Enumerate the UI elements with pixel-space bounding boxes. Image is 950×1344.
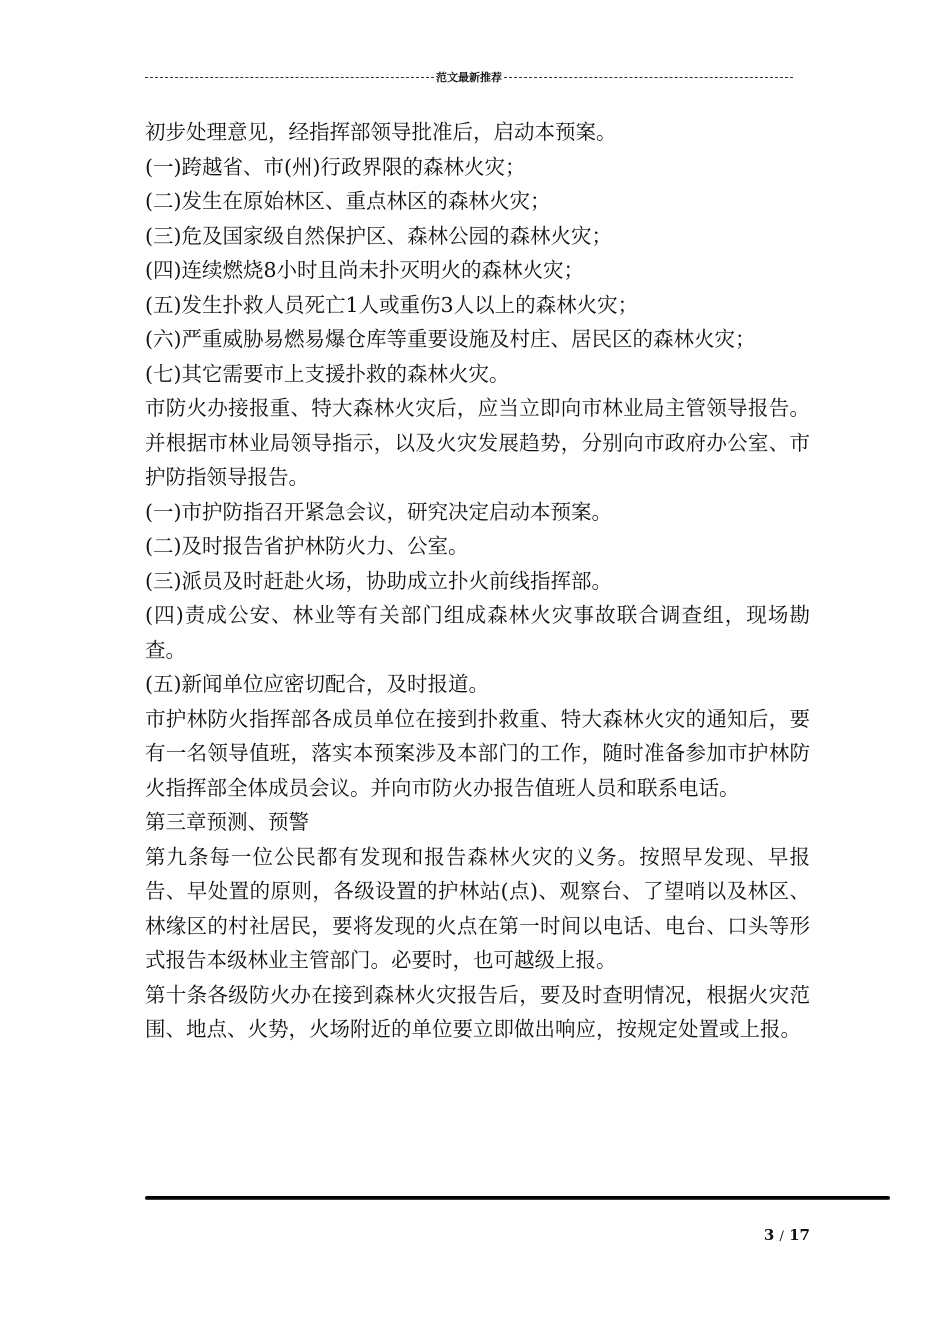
paragraph: (四)连续燃烧8小时且尚未扑灭明火的森林火灾； [145, 258, 585, 282]
paragraph: (二)及时报告省护林防火力、公室。 [145, 534, 469, 558]
paragraph: (三)派员及时赶赴火场，协助成立扑火前线指挥部。 [145, 568, 612, 593]
paragraph: (三)危及国家级自然保护区、森林公园的森林火灾； [145, 223, 612, 248]
paragraph: 第九条每一位公民都有发现和报告森林火灾的义务。按照早发现、早报告、早处置的原则，各级设置的护林站(点)、观察台、了望哨以及林区、林缘区的村社居民，要将发现的火点在第一时间以电话、电台、口头等形式报告本级林业主管部门。必要时，也可越级上报。 [145, 844, 810, 972]
header-rule-right [504, 77, 793, 78]
paragraph: (一)跨越省、市(州)行政界限的森林火灾； [145, 154, 526, 179]
page-separator: / [779, 1229, 784, 1244]
paragraph: 初步处理意见，经指挥部领导批准后，启动本预案。 [145, 120, 617, 144]
total-pages: 17 [789, 1226, 810, 1244]
current-page: 3 [763, 1226, 775, 1244]
page-header [145, 68, 793, 86]
paragraph: (二)发生在原始林区、重点林区的森林火灾； [145, 189, 551, 213]
page-number [740, 1226, 810, 1244]
paragraph: (七)其它需要市上支援扑救的森林火灾。 [145, 361, 510, 386]
chapter-heading: 第三章预测、预警 [145, 810, 309, 834]
paragraph: (五)发生扑救人员死亡1人或重伤3人以上的森林火灾； [145, 292, 639, 317]
document-body [145, 115, 810, 1047]
footer-rule [145, 1196, 890, 1200]
paragraph: 市护林防火指挥部各成员单位在接到扑救重、特大森林火灾的通知后，要有一名领导值班，落实本预案涉及本部门的工作，随时准备参加市护林防火指挥部全体成员会议。并向市防火办报告值班人员和联系电话。 [145, 706, 810, 800]
paragraph: (五)新闻单位应密切配合，及时报道。 [145, 672, 489, 696]
header-rule-left [145, 77, 434, 78]
paragraph: (六)严重威胁易燃易爆仓库等重要设施及村庄、居民区的森林火灾； [145, 327, 756, 351]
paragraph: 市防火办接报重、特大森林火灾后，应当立即向市林业局主管领导报告。并根据市林业局领导指示，以及火灾发展趋势，分别向市政府办公室、市护防指领导报告。 [145, 396, 810, 489]
header-title: 范文最新推荐 [436, 71, 502, 84]
paragraph: 第十条各级防火办在接到森林火灾报告后，要及时查明情况，根据火灾范围、地点、火势，火场附近的单位要立即做出响应，按规定处置或上报。 [145, 982, 810, 1041]
paragraph: (四)责成公安、林业等有关部门组成森林火灾事故联合调查组，现场勘查。 [145, 603, 810, 662]
paragraph: (一)市护防指召开紧急会议，研究决定启动本预案。 [145, 499, 612, 524]
